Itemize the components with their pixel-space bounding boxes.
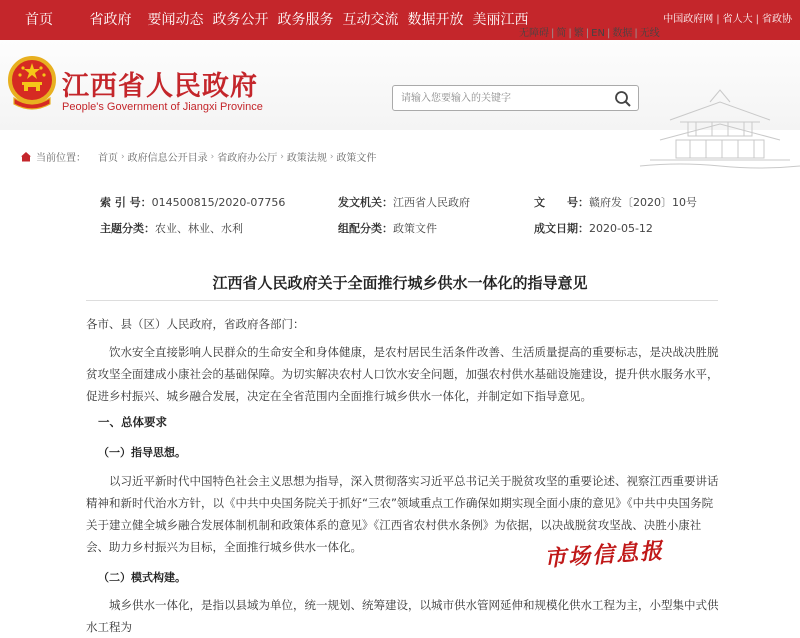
link-data[interactable]: 数据 — [612, 28, 633, 39]
separator: | — [606, 28, 611, 39]
link-traditional[interactable]: 繁 — [573, 28, 584, 39]
paragraph-guiding-ideology: 以习近平新时代中国特色社会主义思想为指导，深入贯彻落实习近平总书记关于脱贫攻坚的重要论述、视察江西重要讲话精神和新时代治水方针，以《中共中央国务院关于抓好“三农”领域重点工作确保如期实现全面小康的意见》《中共中央国务院关于建立健全城乡融合发展体制机制和政策体系的意见》《江西省农村供水条例》为依据，以决战脱贫攻坚战、决胜小康社会、助力乡村振兴为目标，全面推行城乡供水一体化。 — [86, 474, 719, 554]
breadcrumb-item-home[interactable]: 首页 — [98, 153, 118, 164]
separator: | — [755, 14, 759, 25]
breadcrumb-item-catalog[interactable]: 政府信息公开目录 — [127, 153, 208, 164]
home-icon — [20, 151, 32, 162]
breadcrumb-item-policy-documents[interactable]: 政策文件 — [336, 153, 377, 164]
document-type-value: 政策文件 — [393, 222, 437, 235]
separator: | — [585, 28, 590, 39]
breadcrumb-arrow-icon: › — [210, 151, 215, 162]
document-title: 江西省人民政府关于全面推行城乡供水一体化的指导意见 — [212, 274, 588, 292]
paragraph-intro: 饮水安全直接影响人民群众的生命安全和身体健康，是农村居民生活条件改善、生活质量提高的重要标志，是决战决胜脱贫攻坚全面建成小康社会的基础保障。为切实解决农村人口饮水安全问题，加强农村供水基础设施建设，提升供水服务水平，促进乡村振兴、城乡融合发展，决定在全省范围内全面推行城乡供水一体化，并制定如下指导意见。 — [86, 345, 719, 403]
search-box — [392, 85, 639, 111]
nav-government-affairs-disclosure[interactable]: 政务公开 — [212, 12, 269, 28]
link-accessibility[interactable]: 无障碍 — [519, 28, 549, 39]
nav-government-services[interactable]: 政务服务 — [277, 12, 334, 28]
subheading-model-construction: （二）模式构建。 — [98, 571, 186, 584]
tengwang-pavilion-icon — [640, 80, 800, 170]
newspaper-watermark: 市场信息报 — [543, 537, 665, 573]
breadcrumb-arrow-icon: › — [329, 151, 334, 162]
title-divider — [86, 300, 718, 301]
separator: | — [716, 14, 720, 25]
index-number — [100, 194, 285, 210]
nav-provincial-government[interactable]: 省政府 — [89, 12, 132, 28]
nav-home[interactable]: 首页 — [25, 12, 53, 28]
document-metadata — [86, 186, 716, 240]
document-number — [534, 194, 697, 210]
national-emblem-icon — [6, 54, 58, 112]
document-greeting: 各市、县（区）人民政府，省政府各部门： — [86, 317, 305, 331]
nav-open-data[interactable]: 数据开放 — [407, 12, 464, 28]
site-title-english: People's Government of Jiangxi Province — [62, 101, 263, 113]
breadcrumb-arrow-icon: › — [280, 151, 284, 162]
index-number-value: 014500815/2020-07756 — [151, 196, 286, 209]
index-number-key: 索 引 号： — [100, 196, 152, 209]
topic-category-value: 农业、林业、水利 — [155, 222, 243, 235]
nav-interaction[interactable]: 互动交流 — [342, 12, 399, 28]
site-title[interactable]: 江西省人民政府 — [62, 71, 258, 102]
document-type — [338, 220, 437, 236]
subheading-guiding-ideology: （一）指导思想。 — [98, 446, 186, 459]
link-provincial-cppcc[interactable]: 省政协 — [762, 14, 792, 25]
written-date-key: 成文日期： — [534, 222, 589, 235]
link-provincial-congress[interactable]: 省人大 — [722, 14, 753, 25]
document-type-key: 组配分类： — [338, 222, 393, 235]
top-right-links — [663, 0, 792, 40]
breadcrumb-label: 当前位置： — [36, 153, 86, 164]
link-english[interactable]: EN — [591, 28, 605, 39]
document-number-key: 文 号： — [534, 196, 589, 209]
document-number-value: 赣府发〔2020〕10号 — [589, 196, 697, 209]
top-navigation — [0, 0, 800, 40]
search-icon[interactable] — [614, 90, 632, 108]
breadcrumb-arrow-icon: › — [121, 151, 125, 162]
nav-news[interactable]: 要闻动态 — [147, 12, 204, 28]
breadcrumb-item-policy-regulations[interactable]: 政策法规 — [286, 153, 327, 164]
separator: | — [551, 28, 555, 39]
separator: | — [568, 28, 572, 39]
written-date-value: 2020-05-12 — [589, 222, 653, 235]
breadcrumb — [20, 149, 376, 164]
topic-category — [100, 220, 243, 236]
section-heading-general-requirements: 一、总体要求 — [98, 415, 167, 429]
issuing-agency — [338, 194, 470, 210]
nav-beautiful-jiangxi[interactable]: 美丽江西 — [472, 12, 529, 28]
separator: | — [634, 28, 638, 39]
header-links — [519, 24, 660, 39]
issuing-agency-key: 发文机关： — [338, 196, 393, 209]
topic-category-key: 主题分类： — [100, 222, 155, 235]
link-china-government[interactable]: 中国政府网 — [663, 14, 714, 25]
breadcrumb-item-office[interactable]: 省政府办公厅 — [217, 153, 278, 164]
paragraph-model-construction: 城乡供水一体化，是指以县域为单位，统一规划、统筹建设，以城市供水管网延伸和规模化供水工程为主，小型集中式供水工程为 — [86, 598, 719, 634]
link-simplified[interactable]: 简 — [556, 28, 567, 39]
link-mobile[interactable]: 无线 — [639, 28, 660, 39]
nav-items — [0, 0, 533, 40]
issuing-agency-value: 江西省人民政府 — [393, 196, 470, 209]
search-input[interactable] — [393, 86, 603, 110]
written-date — [534, 220, 653, 236]
